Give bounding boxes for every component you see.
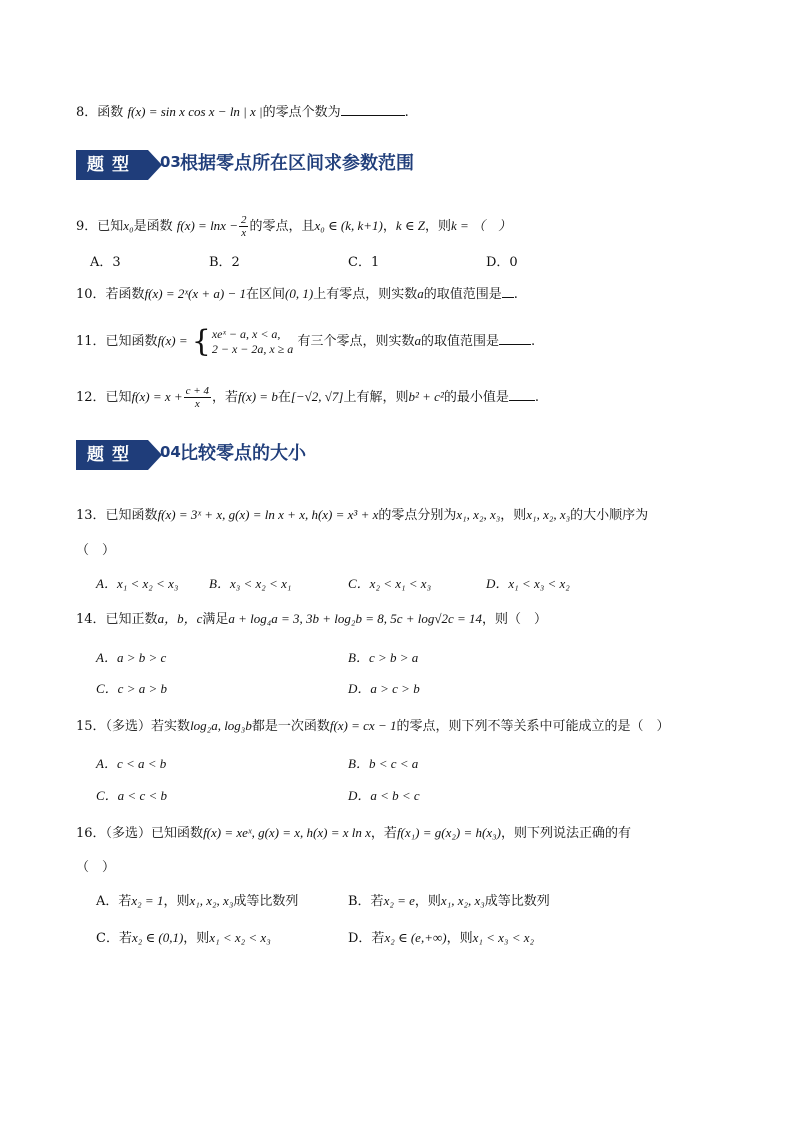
fraction: $\frac{c + 4}{x}$: [185, 385, 209, 410]
option-d: D．a < b < c: [348, 788, 420, 803]
question-number: 16．: [76, 826, 106, 841]
question-16: 16．（多选）已知函数f(x) = xeˣ, g(x) = x, h(x) = x ln x，若f(x₁) = g(x₂) = h(x₃)，则下列说法正确的有: [76, 825, 631, 841]
option-c: C．c > a > b: [96, 681, 167, 696]
option-c: C．a < c < b: [96, 788, 167, 803]
option-a: A．x₁ < x₂ < x₃: [96, 576, 179, 591]
question-14: 14．已知正数a，b，c满足a + log₄a = 3, 3b + log₂b = 8, 5c + log√2c = 14，则（ ）: [76, 611, 548, 627]
formula: a + log₄a = 3, 3b + log₂b = 8, 5c + log√2c = 14: [228, 611, 483, 626]
section-title: 根据零点所在区间求参数范围: [180, 153, 414, 174]
option-a: A．c < a < b: [96, 756, 167, 771]
option-d: D．若x₂ ∈ (e,+∞)，则x₁ < x₃ < x₂: [348, 930, 535, 946]
option-b: B．2: [209, 255, 240, 270]
option-d: D．a > c > b: [348, 681, 420, 696]
formula: f(x) = cx − 1: [329, 718, 397, 733]
question-10: 10．若函数f(x) = 2ˣ(x + a) − 1在区间(0, 1)上有零点，则实数a的取值范围是 .: [76, 286, 518, 302]
section-badge: 题型: [76, 150, 148, 180]
formula: f(x) = 2ˣ(x + a) − 1: [144, 286, 247, 301]
answer-blank: [502, 285, 514, 298]
question-11: 11．已知函数f(x) = {xeˣ − a, x < a, 2 − x − 2a, x ≥ a 有三个零点，则实数a的取值范围是 .: [76, 323, 536, 359]
question-number: 9．: [76, 219, 98, 234]
option-c: C．x₂ < x₁ < x₃: [348, 576, 432, 591]
formula: f(x) = sin x cos x − ln | x |: [127, 104, 263, 119]
question-13-paren: （ ）: [76, 543, 116, 558]
question-number: 14．: [76, 612, 106, 627]
piecewise-cases: xeˣ − a, x < a, 2 − x − 2a, x ≥ a: [211, 326, 294, 356]
formula: f(x) =: [157, 333, 188, 348]
option-b: B．c > b > a: [348, 650, 419, 665]
question-number: 11．: [76, 334, 106, 349]
question-9: 9．已知x₀是函数 f(x) = lnx − $\frac{2}{x}$ 的零点，且x₀ ∈ (k, k+1)，k ∈ Z，则k = （ ）: [76, 214, 512, 239]
formula: f(x) = 3ˣ + x, g(x) = ln x + x, h(x) = x³ + x: [157, 507, 379, 522]
section-number: 03: [160, 153, 181, 171]
question-number: 8．: [76, 105, 98, 120]
question-8: 8．函数 f(x) = sin x cos x − ln | x |的零点个数为 .: [76, 104, 409, 120]
question-number: 12．: [76, 390, 106, 405]
formula: f(x) = x +: [131, 389, 183, 404]
formula: f(x) = lnx −: [176, 218, 238, 233]
option-c: C．1: [348, 255, 380, 270]
question-number: 13．: [76, 508, 106, 523]
formula: f(x) = xeˣ, g(x) = x, h(x) = x ln x: [203, 825, 371, 840]
question-number: 15．: [76, 719, 106, 734]
option-d: D．0: [486, 255, 518, 270]
section-badge: 题型: [76, 440, 148, 470]
answer-blank: [499, 332, 531, 345]
question-number: 10．: [76, 287, 106, 302]
option-b: B．b < c < a: [348, 756, 419, 771]
question-12: 12．已知f(x) = x + $\frac{c + 4}{x}$ ，若f(x) = b在[−√2, √7]上有解，则b² + c²的最小值是 .: [76, 385, 540, 410]
fraction: $\frac{2}{x}$: [240, 214, 247, 239]
brace: {: [191, 323, 211, 359]
option-b: B．x₃ < x₂ < x₁: [209, 576, 292, 591]
option-a: A．若x₂ = 1，则x₁, x₂, x₃成等比数列: [96, 893, 299, 909]
question-13: 13．已知函数f(x) = 3ˣ + x, g(x) = ln x + x, h(x) = x³ + x的零点分别为x₁, x₂, x₃，则x₁, x₂, x₃的大小顺序为: [76, 507, 649, 523]
option-c: C．若x₂ ∈ (0,1)，则x₁ < x₂ < x₃: [96, 930, 271, 946]
section-title: 比较零点的大小: [180, 443, 306, 464]
answer-blank: [341, 103, 405, 116]
option-a: A．3: [90, 255, 121, 270]
section-number: 04: [160, 443, 181, 461]
answer-blank: [509, 388, 535, 401]
question-16-paren: （ ）: [76, 860, 116, 875]
question-15: 15．（多选）若实数log₂a, log₃b都是一次函数f(x) = cx − 1的零点，则下列不等关系中可能成立的是（ ）: [76, 718, 670, 734]
option-d: D．x₁ < x₃ < x₂: [486, 576, 570, 591]
option-b: B．若x₂ = e，则x₁, x₂, x₃成等比数列: [348, 893, 550, 909]
option-a: A．a > b > c: [96, 650, 167, 665]
